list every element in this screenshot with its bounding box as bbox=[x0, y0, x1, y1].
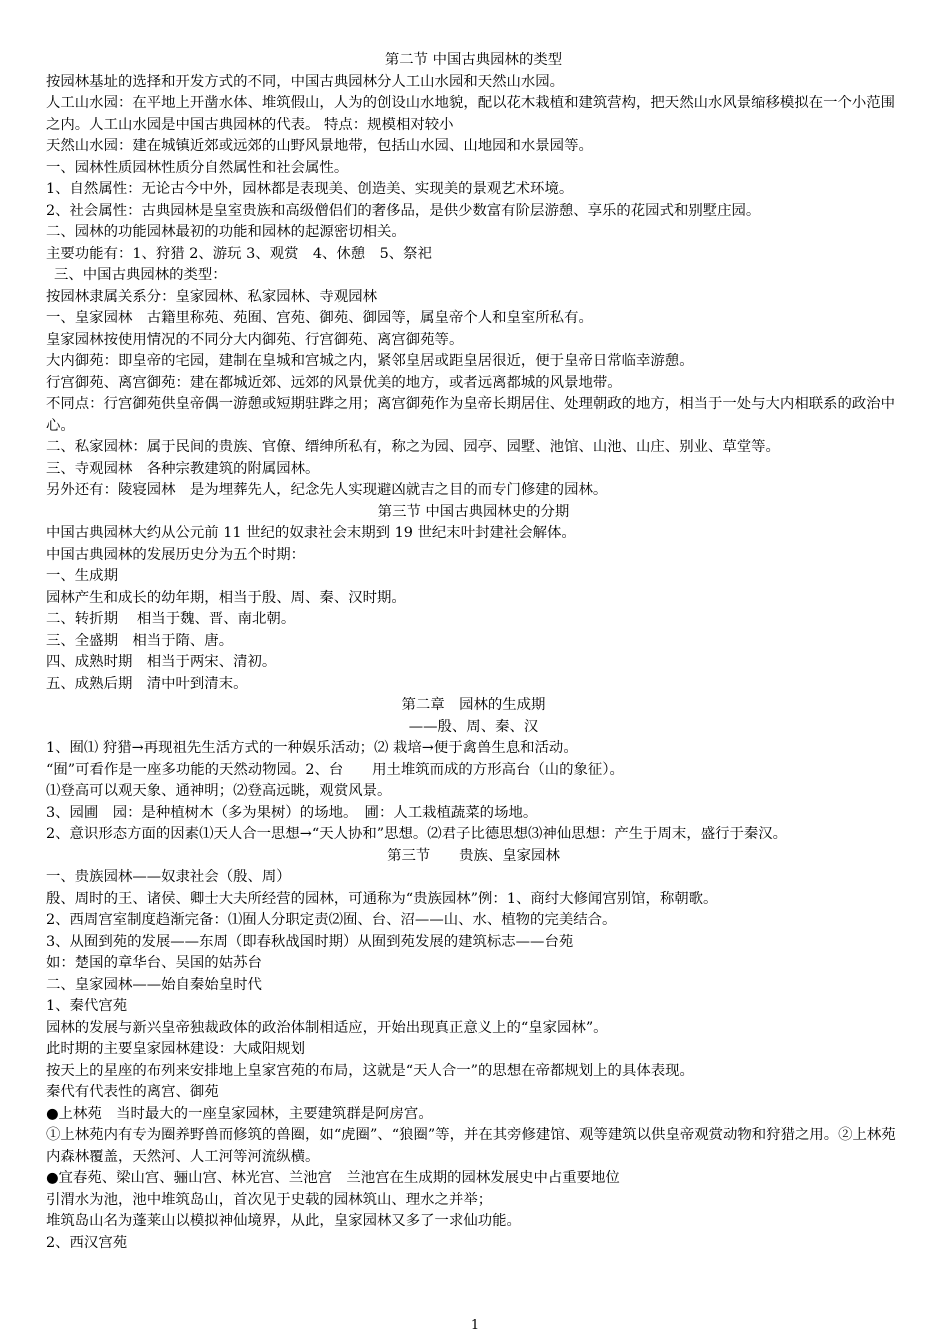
page-number: 1 bbox=[470, 1318, 480, 1333]
paragraph: 殷、周时的王、诸侯、卿士大夫所经营的园林，可通称为“贵族园林”例：1、商纣大修闻宫别馆，称朝歌。 bbox=[46, 890, 718, 907]
paragraph: 一、生成期 bbox=[46, 568, 118, 584]
paragraph: 大内御苑：即皇帝的宅园，建制在皇城和宫城之内，紧邻皇居或距皇居很近，便于皇帝日常临幸游憩。 bbox=[46, 353, 694, 369]
paragraph: 一、贵族园林——奴隶社会（殷、周） bbox=[46, 869, 291, 885]
paragraph: 2、西周宫室制度趋渐完备：⑴囿人分职定责⑵囿、台、沼——山、水、植物的完美结合。 bbox=[46, 912, 617, 928]
paragraph: 五、成熟后期 清中叶到清末。 bbox=[46, 675, 248, 692]
paragraph: 引渭水为池，池中堆筑岛山，首次见于史载的园林筑山、理水之并举； bbox=[46, 1191, 493, 1208]
section-heading: 第三节 中国古典园林史的分期 bbox=[377, 503, 570, 520]
paragraph: 2、意识形态方面的因素⑴天人合一思想→“天人协和”思想。⑵君子比德思想⑶神仙思想：产生于周末，盛行于秦汉。 bbox=[46, 826, 788, 842]
paragraph: 二、私家园林：属于民间的贵族、官僚、缙绅所私有，称之为园、园亭、园墅、池馆、山池、山庄、别业、草堂等。 bbox=[46, 439, 780, 455]
paragraph: “囿”可看作是一座多功能的天然动物园。2、台 用土堆筑而成的方形高台（山的象征）。 bbox=[46, 761, 624, 778]
paragraph: 中国古典园林大约从公元前 11 世纪的奴隶社会末期到 19 世纪末叶封建社会解体。 bbox=[46, 525, 576, 541]
paragraph: 二、皇家园林——始自秦始皇时代 bbox=[46, 976, 262, 993]
paragraph: 另外还有：陵寝园林 是为埋葬先人，纪念先人实现避凶就吉之目的而专门修建的园林。 bbox=[46, 482, 608, 498]
document-body bbox=[46, 50, 901, 1254]
paragraph: 四、成熟时期 相当于两宋、清初。 bbox=[46, 654, 277, 670]
paragraph: 堆筑岛山名为蓬莱山以模拟神仙境界，从此，皇家园林又多了一求仙功能。 bbox=[46, 1213, 521, 1229]
paragraph: 如：楚国的章华台、吴国的姑苏台 bbox=[46, 955, 262, 971]
paragraph: ⑴登高可以观天象、通神明；⑵登高远眺，观赏风景。 bbox=[46, 783, 392, 799]
paragraph: 三、全盛期 相当于隋、唐。 bbox=[46, 632, 234, 649]
paragraph: 天然山水园：建在城镇近郊或远郊的山野风景地带，包括山水园、山地园和水景园等。 bbox=[46, 138, 593, 154]
paragraph: ①上林苑内有专为圈养野兽而修筑的兽圈，如“虎圈”、“狼圈”等，并在其旁修建馆、观等建筑以供皇帝观赏动物和狩猎之用。②上林苑内森林覆盖，天然河、人工河等河流纵横。 bbox=[46, 1127, 896, 1165]
paragraph: 园林的发展与新兴皇帝独裁政体的政治体制相适应，开始出现真正意义上的“皇家园林”。 bbox=[46, 1019, 608, 1036]
paragraph: 2、西汉宫苑 bbox=[46, 1234, 128, 1251]
paragraph: 主要功能有：1、狩猎 2、游玩 3、观赏 4、休憩 5、祭祀 bbox=[46, 245, 432, 262]
paragraph: 二、园林的功能园林最初的功能和园林的起源密切相关。 bbox=[46, 224, 406, 240]
paragraph: 1、自然属性：无论古今中外，园林都是表现美、创造美、实现美的景观艺术环境。 bbox=[46, 181, 574, 197]
paragraph: 按园林基址的选择和开发方式的不同，中国古典园林分人工山水园和天然山水园。 bbox=[46, 73, 565, 90]
paragraph: 3、园圃 园：是种植树木（多为果树）的场地。 圃：人工栽植蔬菜的场地。 bbox=[46, 804, 538, 821]
paragraph: 中国古典园林的发展历史分为五个时期： bbox=[46, 546, 306, 563]
chapter-heading: 第二章 园林的生成期 bbox=[401, 697, 546, 713]
paragraph: 三、寺观园林 各种宗教建筑的附属园林。 bbox=[46, 460, 320, 477]
paragraph: 皇家园林按使用情况的不同分大内御苑、行宫御苑、离宫御苑等。 bbox=[46, 331, 464, 348]
paragraph: ●宜春苑、梁山宫、骊山宫、林光宫、兰池宫 兰池宫在生成期的园林发展史中占重要地位 bbox=[46, 1170, 620, 1186]
paragraph: 二、转折期 相当于魏、晋、南北朝。 bbox=[46, 611, 296, 627]
paragraph: 一、园林性质园林性质分自然属性和社会属性。 bbox=[46, 159, 349, 176]
paragraph: ●上林苑 当时最大的一座皇家园林，主要建筑群是阿房宫。 bbox=[46, 1105, 433, 1122]
paragraph: 不同点：行宫御苑供皇帝偶一游憩或短期驻跸之用；离宫御苑作为皇帝长期居住、处理朝政的地方，相当于一处与大内相联系的政治中心。 bbox=[46, 396, 896, 434]
paragraph: 2、社会属性：古典园林是皇室贵族和高级僧侣们的奢侈品，是供少数富有阶层游憩、享乐的花园式和别墅庄园。 bbox=[46, 202, 761, 219]
paragraph: 秦代有代表性的离宫、御苑 bbox=[46, 1084, 219, 1100]
paragraph: 按园林隶属关系分：皇家园林、私家园林、寺观园林 bbox=[46, 288, 377, 305]
paragraph: 一、皇家园林 古籍里称苑、苑囿、宫苑、御苑、御园等，属皇帝个人和皇室所私有。 bbox=[46, 310, 593, 326]
paragraph: 1、秦代宫苑 bbox=[46, 998, 128, 1014]
paragraph: 3、从囿到苑的发展——东周（即春秋战国时期）从囿到苑发展的建筑标志——台苑 bbox=[46, 933, 574, 950]
section-heading: 第三节 贵族、皇家园林 bbox=[387, 847, 560, 864]
chapter-subheading: ——殷、周、秦、汉 bbox=[408, 718, 539, 735]
section-heading: 第二节 中国古典园林的类型 bbox=[384, 52, 563, 68]
paragraph: 1、囿⑴ 狩猎→再现祖先生活方式的一种娱乐活动；⑵ 栽培→便于禽兽生息和活动。 bbox=[46, 740, 578, 756]
paragraph: 行宫御苑、离宫御苑：建在都城近郊、远郊的风景优美的地方，或者远离都城的风景地带。 bbox=[46, 374, 622, 391]
paragraph: 三、中国古典园林的类型： bbox=[54, 267, 227, 283]
paragraph: 园林产生和成长的幼年期，相当于殷、周、秦、汉时期。 bbox=[46, 589, 406, 606]
paragraph: 人工山水园：在平地上开凿水体、堆筑假山，人为的创设山水地貌，配以花木栽植和建筑营构，把天然山水风景缩移模拟在一个小范围之内。人工山水园是中国古典园林的代表。 特点：规模相对较小 bbox=[46, 95, 896, 133]
paragraph: 此时期的主要皇家园林建设：大咸阳规划 bbox=[46, 1041, 306, 1057]
paragraph: 按天上的星座的布列来安排地上皇家宫苑的布局，这就是“天人合一”的思想在帝都规划上的具体表现。 bbox=[46, 1062, 694, 1079]
